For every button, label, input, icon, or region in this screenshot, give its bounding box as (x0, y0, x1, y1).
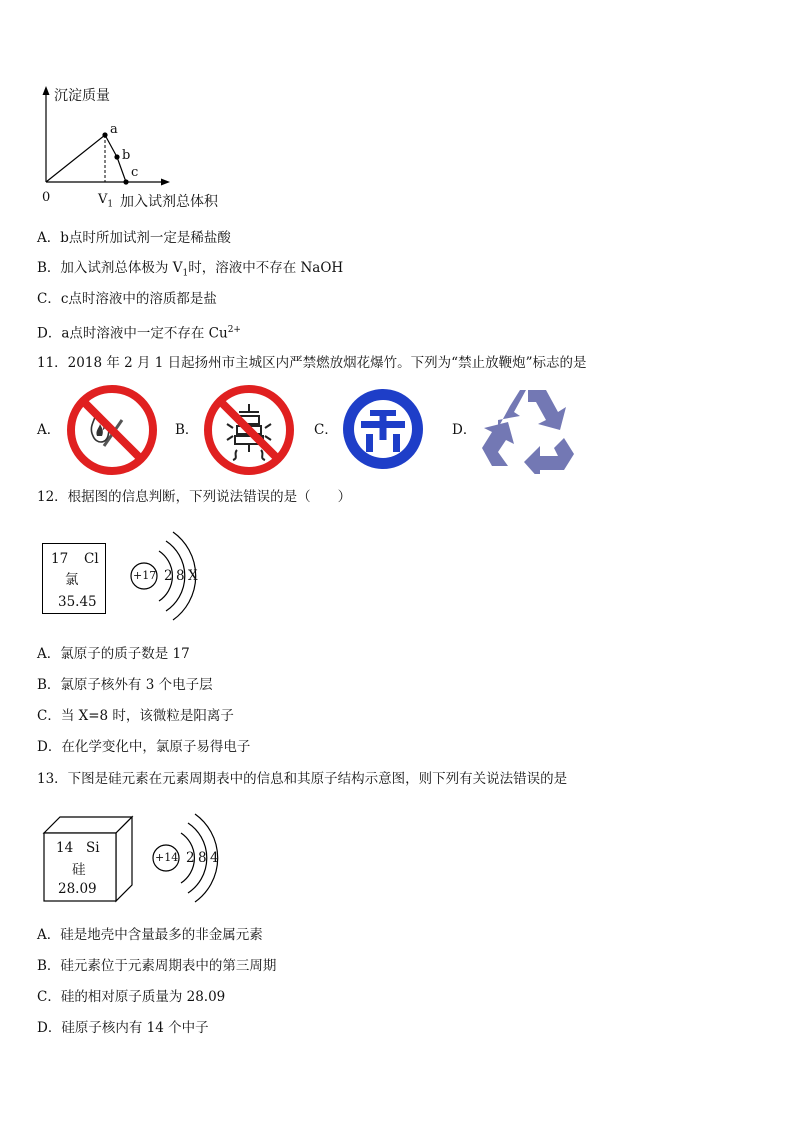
q12-option-b: B．氯原子核外有 3 个电子层 (37, 677, 213, 693)
q11-label-d: D． (452, 422, 477, 438)
v1-label: $V_1$ (98, 192, 114, 210)
silicon-element-cube (40, 813, 136, 905)
q10-option-b: B．加入试剂总体极为 $V_1$时，溶液中不存在 NaOH (37, 260, 344, 279)
q13-option-c: C．硅的相对原子质量为 28.09 (37, 989, 226, 1005)
q13-option-d: D．硅原子核内有 14 个中子 (37, 1020, 209, 1036)
q10-option-c: C．c点时溶液中的溶质都是盐 (37, 291, 217, 307)
silicon-name: 硅 (72, 862, 86, 878)
x-axis-arrow (161, 179, 170, 186)
chlorine-element-box (42, 543, 106, 614)
chlorine-name: 氯 (65, 572, 79, 588)
silicon-nucleus-charge: +14 (155, 851, 179, 864)
q12-option-a: A．氯原子的质子数是 17 (37, 646, 190, 662)
silicon-shell-2: 8 (198, 850, 207, 866)
point-c-dot (123, 179, 128, 184)
q11-label-a: A． (37, 422, 61, 438)
point-b-dot (114, 154, 119, 159)
point-a-label: a (110, 122, 118, 137)
q13-option-b: B．硅元素位于元素周期表中的第三周期 (37, 958, 277, 974)
q10-option-d: D．a点时溶液中一定不存在 $Cu^{2+}$ (37, 325, 241, 342)
chlorine-shell-1: 2 (164, 568, 173, 584)
q12-option-c: C．当 X=8 时，该微粒是阳离子 (37, 708, 234, 724)
chlorine-atom-diagram (120, 526, 220, 622)
q11-label-c: C． (314, 422, 338, 438)
silicon-shell-3: 4 (210, 850, 219, 866)
q11-option-d-sign (480, 386, 576, 474)
no-firecracker-sign-icon (203, 384, 295, 476)
precipitate-graph (0, 80, 260, 210)
q10-option-a: A．b点时所加试剂一定是稀盐酸 (37, 230, 231, 246)
q12-option-d: D．在化学变化中，氯原子易得电子 (37, 739, 251, 755)
q11-option-a-sign (66, 384, 158, 476)
chlorine-atomic-number: 17 (51, 551, 69, 567)
q11-label-b: B． (175, 422, 199, 438)
q13-stem: 13．下图是硅元素在元素周期表中的信息和其原子结构示意图，则下列有关说法错误的是 (37, 771, 568, 787)
x-axis-label: 加入试剂总体积 (120, 194, 218, 210)
chlorine-mass: 35.45 (58, 594, 97, 610)
y-axis-arrow (43, 86, 50, 95)
q11-option-c-sign (340, 386, 426, 472)
silicon-atomic-number: 14 (56, 840, 74, 856)
no-fire-sign-icon (66, 384, 158, 476)
chlorine-shell-3: X (188, 568, 198, 584)
q11-option-b-sign (203, 384, 295, 476)
silicon-atom-diagram (146, 810, 246, 906)
q11-stem: 11．2018 年 2 月 1 日起扬州市主城区内严禁燃放烟花爆竹。下列为“禁止放鞭炮”标志的是 (37, 355, 587, 371)
q12-stem: 12．根据图的信息判断，下列说法错误的是（ ） (37, 489, 352, 505)
point-b-label: b (122, 148, 131, 163)
precipitate-curve (46, 135, 126, 182)
point-a-dot (102, 132, 107, 137)
point-c-label: c (131, 165, 139, 180)
silicon-shell-1: 2 (186, 850, 195, 866)
silicon-symbol: Si (86, 840, 100, 856)
chlorine-symbol: Cl (84, 551, 99, 567)
chlorine-shell-2: 8 (176, 568, 185, 584)
blue-circle-sign-icon (340, 386, 426, 472)
chlorine-nucleus-charge: +17 (133, 569, 157, 582)
y-axis-label: 沉淀质量 (54, 88, 110, 104)
q13-option-a: A．硅是地壳中含量最多的非金属元素 (37, 927, 263, 943)
recycle-icon (480, 386, 576, 474)
silicon-mass: 28.09 (58, 881, 97, 897)
origin-label: 0 (42, 190, 51, 205)
